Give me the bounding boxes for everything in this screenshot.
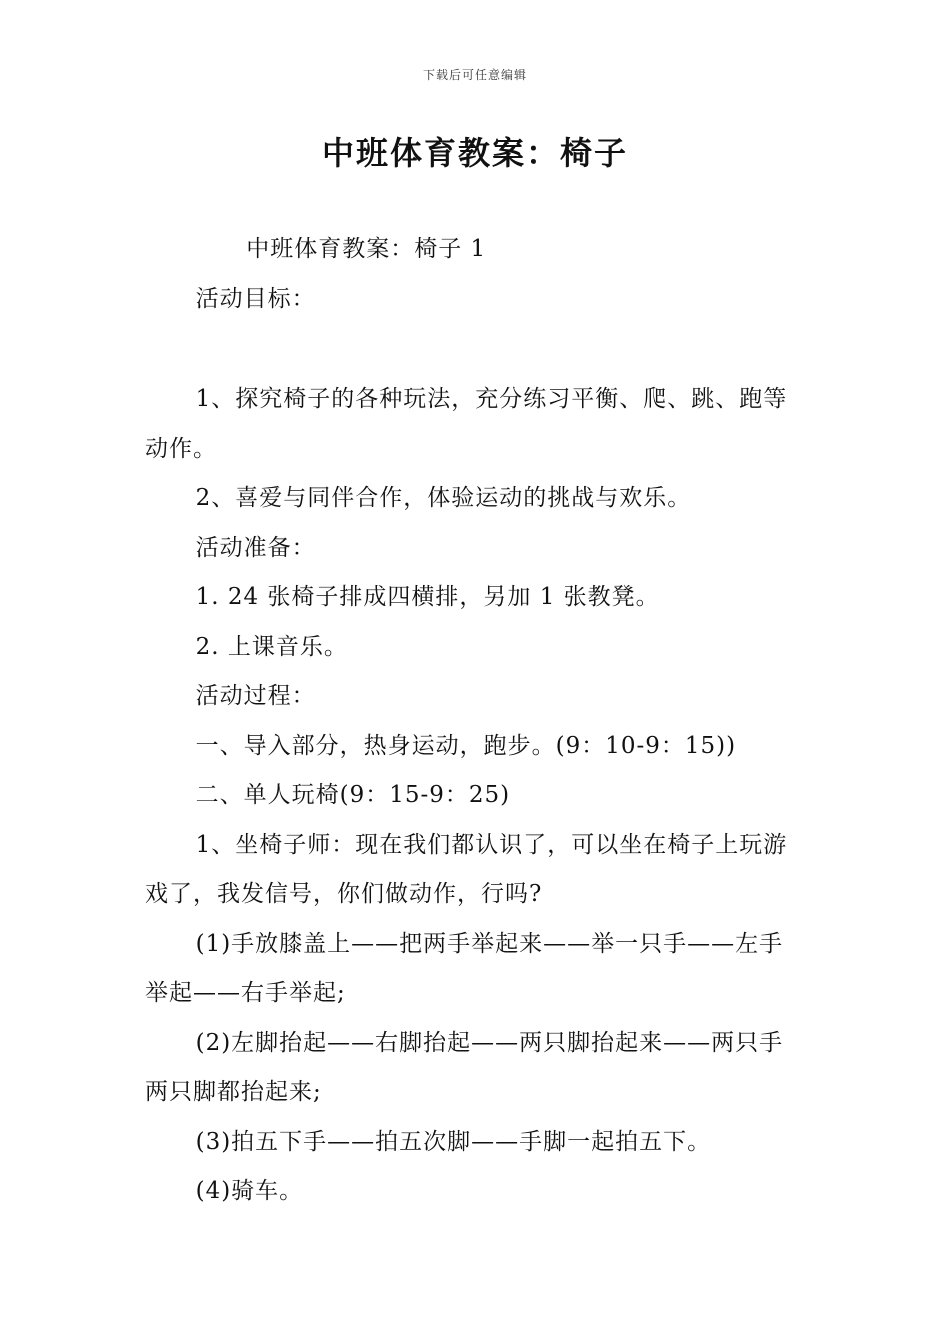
heading-preparation: 活动准备： (195, 534, 316, 561)
heading-process: 活动过程： (195, 683, 316, 709)
header-note: 下载后可任意编辑 (422, 68, 527, 82)
paragraph: 1、探究椅子的各种玩法，充分练习平衡、爬、跳、跑等动作。 (145, 386, 788, 462)
paragraph: 一、导入部分，热身运动，跑步。(9：10-9：15)) (195, 732, 737, 759)
paragraph: (2)左脚抬起——右脚抬起——两只脚抬起来——两只手两只脚都抬起来; (145, 1029, 784, 1105)
document-body (145, 225, 807, 1217)
paragraph: (3)拍五下手——拍五次脚——手脚一起拍五下。 (195, 1128, 712, 1155)
paragraph: 1. 24 张椅子排成四横排，另加 1 张教凳。 (195, 584, 660, 610)
paragraph: 2、喜爱与同伴合作，体验运动的挑战与欢乐。 (195, 485, 692, 511)
paragraph: 2. 上课音乐。 (195, 633, 348, 660)
paragraph: (1)手放膝盖上——把两手举起来——举一只手——左手举起——右手举起; (145, 930, 784, 1006)
section-subtitle: 中班体育教案：椅子 1 (246, 236, 487, 262)
paragraph: (4)骑车。 (195, 1178, 304, 1204)
paragraph: 1、坐椅子师：现在我们都认识了，可以坐在椅子上玩游戏了，我发信号，你们做动作，行吗? (145, 831, 788, 907)
heading-goals: 活动目标： (195, 285, 316, 312)
blank-line (145, 324, 807, 375)
paragraph: 二、单人玩椅(9：15-9：25) (195, 782, 511, 808)
document-title: 中班体育教案：椅子 (321, 134, 628, 172)
